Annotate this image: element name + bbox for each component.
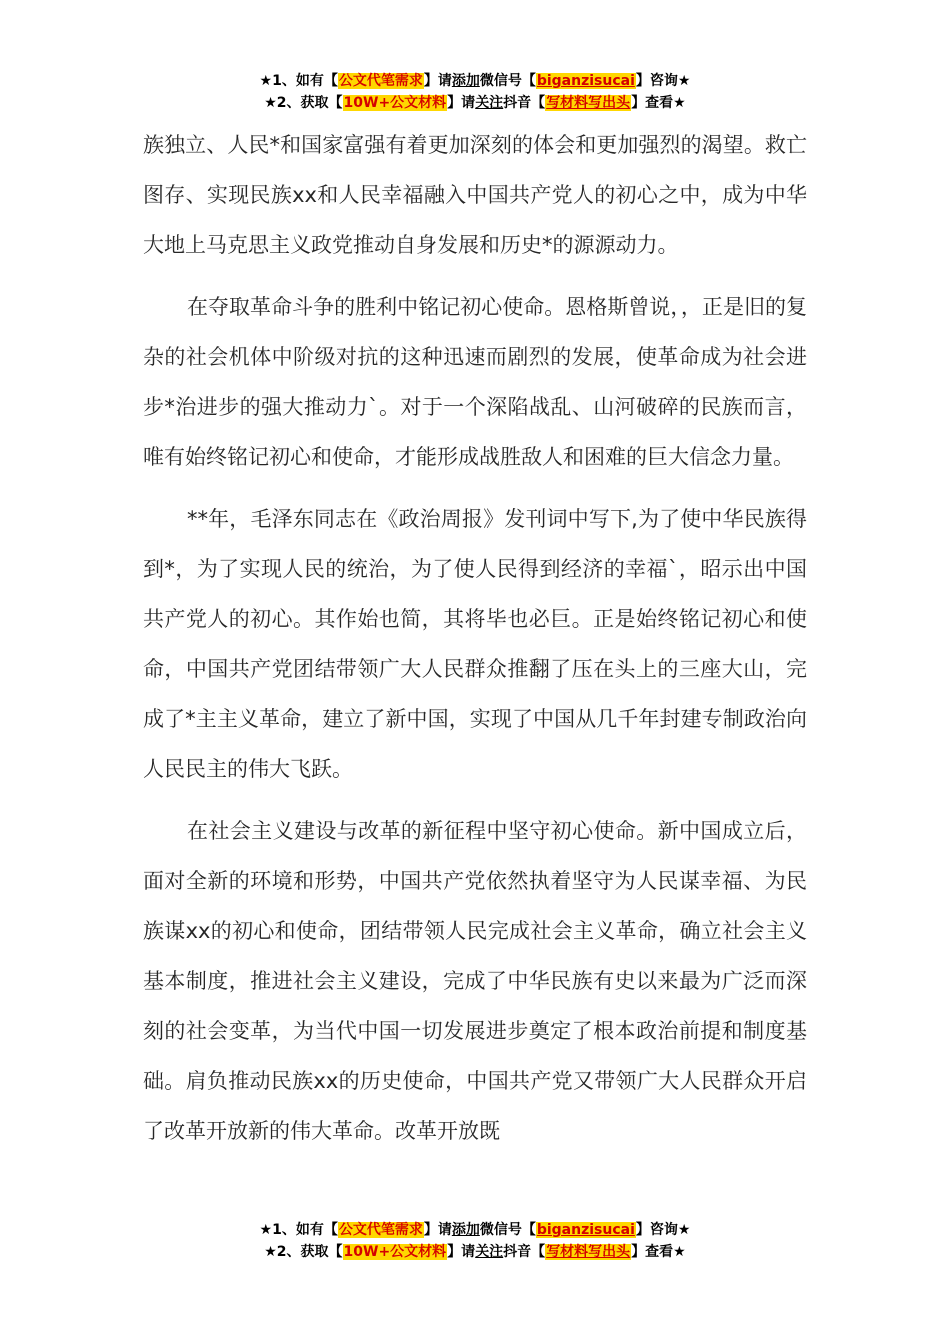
douyin-account-link[interactable]: 写材料写出头 [546, 95, 631, 111]
paragraph-4: 在社会主义建设与改革的新征程中坚守初心使命。新中国成立后，面对全新的环境和形势，中国共产党依然执着坚守为人民谋幸福、为民族谋xx的初心和使命，团结带领人民完成社会主义革命，确立社会主义基本制度，推进社会主义建设，完成了中华民族有史以来最为广泛而深刻的社会变革，为当代中国一切发展进步奠定了根本政治前提和制度基础。肩负推动民族xx的历史使命，中国共产党又带领广大人民群众开启了改革开放新的伟大革命。改革开放既 [143, 819, 807, 1143]
douyin-account-link[interactable]: 写材料写出头 [546, 1244, 631, 1260]
document-body [143, 120, 807, 1168]
banner-line-2: ★2、获取【10W+公文材料】请关注抖音【写材料写出头】查看★ [264, 95, 686, 111]
footer-banner [0, 1219, 950, 1263]
banner-line-1: ★1、如有【公文代笔需求】请添加微信号【biganzisucai】咨询★ [259, 1222, 691, 1238]
paragraph-1: 族独立、人民*和国家富强有着更加深刻的体会和更加强烈的渴望。救亡图存、实现民族xx和人民幸福融入中国共产党人的初心之中，成为中华大地上马克思主义政党推动自身发展和历史*的源源动力。 [143, 133, 807, 257]
highlight-materials: 10W+公文材料 [343, 95, 447, 111]
paragraph-2: 在夺取革命斗争的胜利中铭记初心使命。恩格斯曾说，，正是旧的复杂的社会机体中阶级对抗的这种迅速而剧烈的发展，使革命成为社会进步*治进步的强大推动力`。对于一个深陷战乱、山河破碎的民族而言，唯有始终铭记初心和使命，才能形成战胜敌人和困难的巨大信念力量。 [143, 295, 807, 469]
banner-line-1: ★1、如有【公文代笔需求】请添加微信号【biganzisucai】咨询★ [259, 73, 691, 89]
highlight-service: 公文代笔需求 [338, 73, 423, 89]
wechat-id-link[interactable]: biganzisucai [536, 73, 635, 89]
highlight-materials: 10W+公文材料 [343, 1244, 447, 1260]
paragraph-3: **年，毛泽东同志在《政治周报》发刊词中写下,为了使中华民族得到*，为了实现人民的统治，为了使人民得到经济的幸福`，昭示出中国共产党人的初心。其作始也简，其将毕也必巨。正是始终铭记初心和使命，中国共产党团结带领广大人民群众推翻了压在头上的三座大山，完成了*主主义革命，建立了新中国，实现了中国从几千年封建专制政治向人民民主的伟大飞跃。 [143, 507, 807, 781]
wechat-id-link[interactable]: biganzisucai [536, 1222, 635, 1238]
banner-line-2: ★2、获取【10W+公文材料】请关注抖音【写材料写出头】查看★ [264, 1244, 686, 1260]
header-banner [0, 70, 950, 114]
highlight-service: 公文代笔需求 [338, 1222, 423, 1238]
